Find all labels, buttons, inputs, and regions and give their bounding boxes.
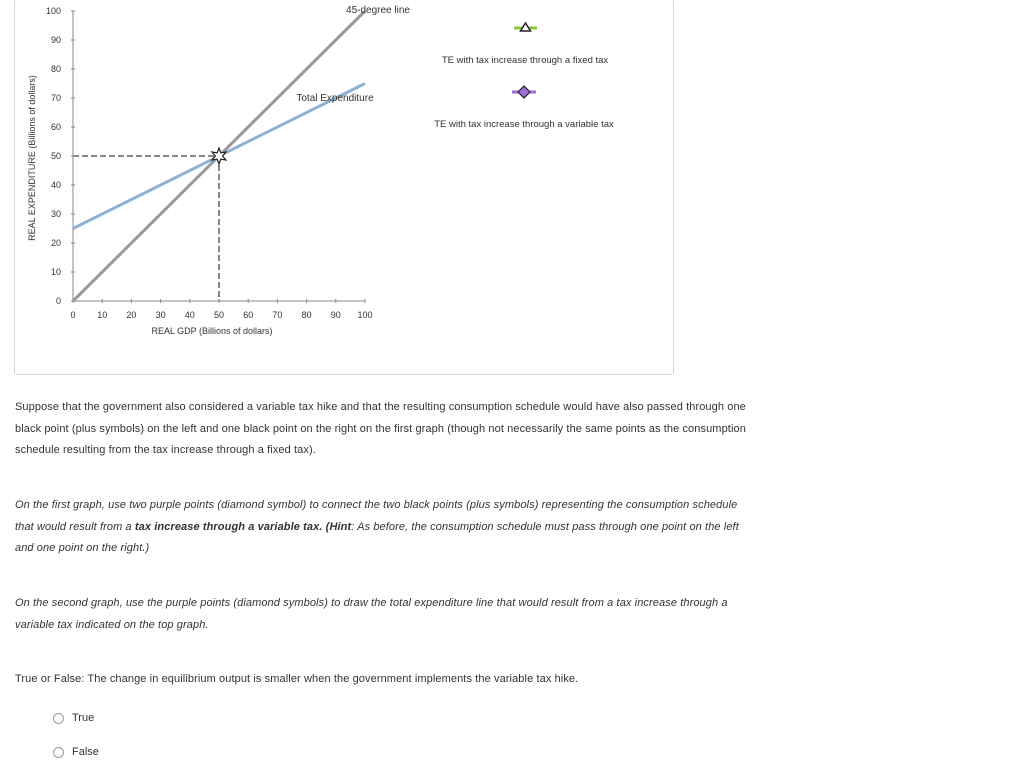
instruction-1-line-2 [15, 517, 855, 539]
instruction-1-text-c: : As before, the consumption schedule must pass through one point on the left [351, 520, 739, 533]
chart-root [27, 5, 410, 336]
y-tick-label-40: 40 [50, 180, 61, 190]
instruction-2-line-1: On the second graph, use the purple points (diamond symbols) to draw the total expenditure line that would result from a tax increase through a [15, 597, 728, 609]
x-tick-label-100: 100 [357, 310, 373, 320]
x-tick-label-60: 60 [243, 310, 254, 320]
x-tick-label-80: 80 [301, 310, 312, 320]
annotation-forty-five-degree: 45-degree line [346, 5, 410, 16]
option-false-label: False [72, 746, 99, 758]
legend-variable-tax-diamond [518, 86, 530, 98]
legend-variable-tax-label: TE with tax increase through a variable tax [434, 119, 614, 130]
paragraph-intro-line-1: Suppose that the government also considered a variable tax hike and that the resulting consumption schedule would have also passed through one [15, 401, 746, 413]
instruction-2-line-2: variable tax indicated on the top graph. [15, 618, 209, 631]
option-true[interactable] [53, 712, 94, 724]
graph-panel [14, 0, 674, 375]
y-tick-label-20: 20 [50, 238, 61, 248]
x-tick-label-40: 40 [184, 310, 195, 320]
y-tick-label-70: 70 [50, 93, 61, 103]
instruction-1-hint: Hint [329, 520, 352, 533]
instruction-1-text-b: . ( [319, 520, 330, 533]
x-tick-label-50: 50 [213, 310, 225, 320]
x-tick-label-10: 10 [97, 310, 108, 320]
y-tick-label-80: 80 [50, 64, 61, 74]
paragraph-instruction-1 [15, 495, 855, 560]
radio-true[interactable] [53, 713, 64, 724]
y-tick-label-10: 10 [50, 267, 61, 277]
expenditure-chart [15, 0, 673, 374]
instruction-1-line-3: and one point on the right.) [15, 542, 150, 554]
x-tick-label-90: 90 [330, 310, 341, 320]
y-tick-label-0: 0 [55, 296, 61, 306]
y-tick-label-30: 30 [50, 209, 61, 219]
question-prompt [15, 669, 855, 691]
instruction-1-line-1: On the first graph, use two purple points (diamond symbol) to connect the two black points (plus symbols) representing the consumption schedule [15, 499, 738, 511]
option-true-label: True [72, 712, 95, 724]
annotation-total-expenditure: Total Expenditure [296, 93, 374, 104]
paragraph-intro-line-2: black point (plus symbols) on the left and one black point on the right on the first graph (though not necessarily the same points as the consumption [15, 422, 746, 435]
x-tick-label-30: 30 [155, 310, 166, 320]
y-tick-label-60: 60 [50, 122, 61, 132]
y-tick-label-100: 100 [45, 6, 61, 16]
x-axis-label: REAL GDP (Billions of dollars) [151, 326, 273, 336]
instruction-1-text-a: that would result from a [15, 520, 135, 533]
paragraph-intro [15, 397, 855, 462]
instruction-1-bold: tax increase through a variable tax [134, 520, 320, 533]
option-false[interactable] [53, 746, 99, 758]
paragraph-intro-line-3: schedule resulting from the tax increase through a fixed tax). [15, 444, 316, 456]
legend-fixed-tax-label: TE with tax increase through a fixed tax [441, 55, 609, 66]
paragraph-instruction-2 [15, 593, 855, 636]
radio-false[interactable] [53, 747, 64, 758]
x-tick-label-70: 70 [272, 310, 283, 320]
y-tick-label-90: 90 [50, 35, 61, 45]
question-text: True or False: The change in equilibrium output is smaller when the government implements the variable tax hike. [15, 673, 579, 685]
x-tick-label-0: 0 [70, 310, 76, 320]
x-tick-label-20: 20 [126, 310, 137, 320]
chart-legend [434, 23, 614, 130]
y-axis-label: REAL EXPENDITURE (Billions of dollars) [27, 75, 37, 241]
y-tick-label-50: 50 [50, 151, 61, 161]
